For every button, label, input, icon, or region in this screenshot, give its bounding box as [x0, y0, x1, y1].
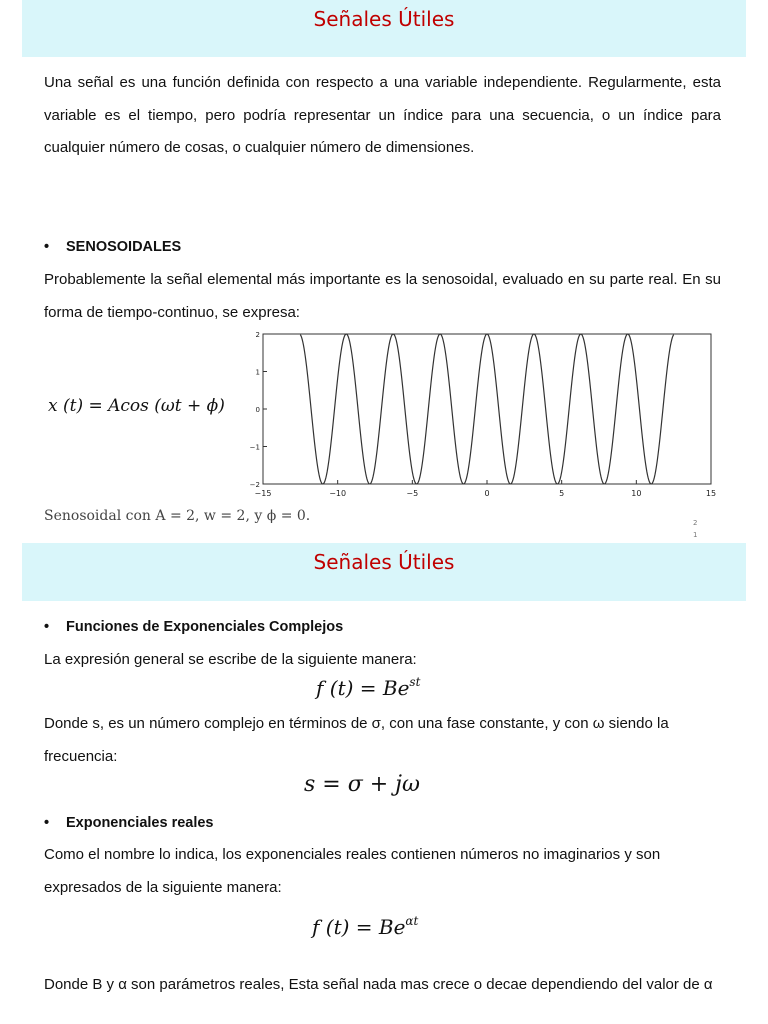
formula1-base: f (t) = Be — [316, 676, 410, 700]
y-tick-label: −2 — [249, 481, 260, 489]
x-tick-label: 0 — [484, 489, 490, 498]
x-tick-label: 15 — [705, 489, 717, 498]
formula3-exponent: αt — [405, 914, 419, 928]
page-title-banner — [22, 0, 746, 57]
bullet-exponenciales-complejos — [44, 616, 343, 638]
bullet-heading-complejos: Funciones de Exponenciales Complejos — [66, 619, 344, 635]
x-tick-label: −10 — [329, 489, 347, 498]
page-mark-2: 2 — [693, 519, 698, 527]
chart-caption: Senosoidal con A = 2, w = 2, y ϕ = 0. — [44, 508, 311, 524]
senosoidal-paragraph: Probablemente la señal elemental más importante es la senosoidal, evaluado en su parte real. En su forma de tiempo-continuo, se expresa: — [44, 271, 721, 321]
x-tick-label: 5 — [559, 489, 565, 498]
chart-plot-frame — [263, 334, 711, 484]
complex-intro-text: La expresión general se escribe de la siguiente manera: — [44, 651, 417, 668]
page-mark-1: 1 — [693, 531, 698, 539]
intro-paragraph: Una señal es una función definida con respecto a una variable independiente. Regularmente, esta variable es el tiempo, pero podría representar un índice para una secuencia, o un índice para cualquier número de cosas, o cualquier número de dimensiones. — [44, 74, 721, 156]
bullet-dot-icon: • — [44, 239, 50, 255]
y-tick-label: 2 — [255, 331, 260, 339]
real-exponential-formula — [312, 914, 418, 939]
sinusoid-formula: x (t) = Acos (ωt + ϕ) — [48, 396, 225, 416]
chart-series-line — [300, 334, 673, 484]
bullet-dot-icon: • — [44, 619, 50, 635]
bullet-exponenciales-reales — [44, 812, 214, 834]
x-tick-label: −15 — [254, 489, 272, 498]
real-exponential-text: Como el nombre lo indica, los exponenciales reales contienen números no imaginarios y son expresados de la siguiente manera: — [44, 846, 661, 896]
complex-s-text: Donde s, es un número complejo en términos de σ, con una fase constante, y con ω siendo la frecuencia: — [44, 715, 669, 765]
bullet-heading-reales: Exponenciales reales — [66, 815, 214, 831]
page-title-banner-2 — [22, 543, 746, 601]
y-tick-label: 1 — [255, 368, 260, 377]
formula1-exponent: st — [409, 675, 421, 689]
y-tick-label: −1 — [249, 443, 260, 452]
complex-exponential-formula — [316, 675, 420, 700]
section-heading: SENOSOIDALES — [66, 239, 182, 255]
x-tick-label: −5 — [406, 489, 419, 498]
bullet-dot-icon: • — [44, 815, 50, 831]
bullet-senosoidales — [44, 236, 181, 258]
page-title: Señales Útiles — [313, 7, 455, 31]
s-definition-formula: s = σ + jω — [304, 772, 420, 797]
x-tick-label: 10 — [631, 489, 642, 498]
formula3-base: f (t) = Be — [312, 915, 406, 939]
y-tick-label: 0 — [255, 406, 260, 414]
page-title-2: Señales Útiles — [313, 550, 455, 574]
real-exponential-closing-text: Donde B y α son parámetros reales, Esta señal nada mas crece o decae dependiendo del valor de α — [44, 976, 713, 993]
